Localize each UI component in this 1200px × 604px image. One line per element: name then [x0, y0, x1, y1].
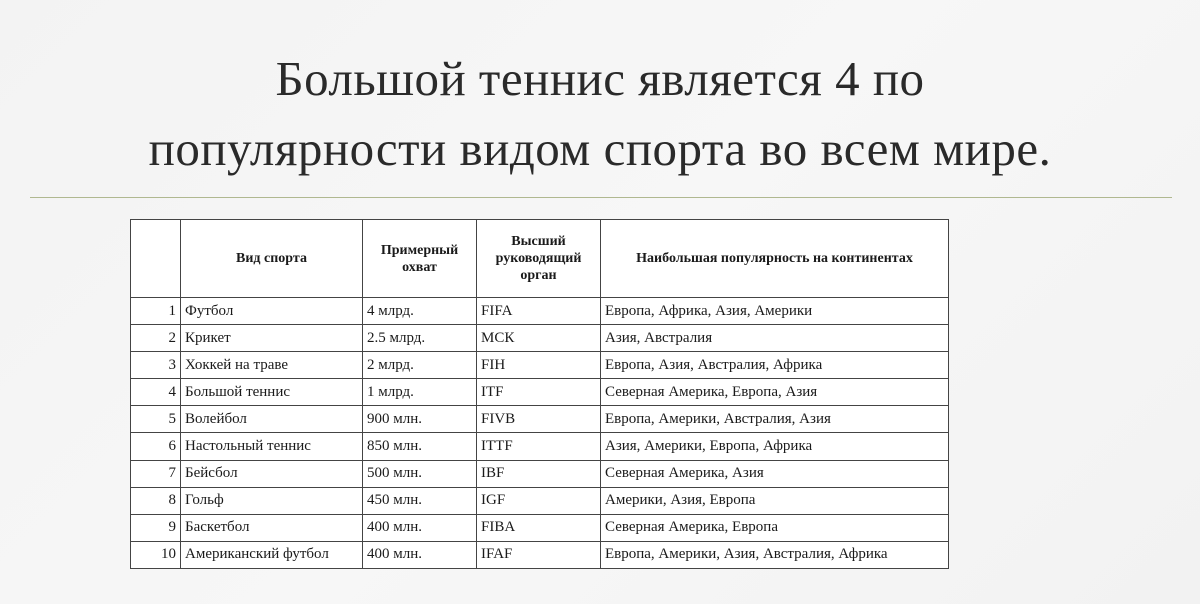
header-number [131, 220, 181, 298]
cell-governing-body: FIFA [477, 298, 601, 325]
cell-reach: 2.5 млрд. [363, 325, 477, 352]
cell-reach: 850 млн. [363, 433, 477, 460]
cell-continents: Европа, Америки, Австралия, Азия [601, 406, 949, 433]
table-row [131, 325, 949, 352]
cell-governing-body: IBF [477, 460, 601, 487]
cell-sport: Гольф [181, 487, 363, 514]
cell-reach: 4 млрд. [363, 298, 477, 325]
cell-continents: Европа, Азия, Австралия, Африка [601, 352, 949, 379]
sports-popularity-table [130, 219, 949, 569]
cell-governing-body: FIH [477, 352, 601, 379]
cell-sport: Большой теннис [181, 379, 363, 406]
header-reach: Примерный охват [363, 220, 477, 298]
cell-reach: 900 млн. [363, 406, 477, 433]
cell-rank: 2 [131, 325, 181, 352]
title-divider [30, 197, 1172, 198]
cell-reach: 1 млрд. [363, 379, 477, 406]
cell-governing-body: IGF [477, 487, 601, 514]
header-sport: Вид спорта [181, 220, 363, 298]
cell-continents: Европа, Америки, Азия, Австралия, Африка [601, 541, 949, 568]
slide-title [20, 44, 1180, 184]
table-row [131, 541, 949, 568]
cell-sport: Баскетбол [181, 514, 363, 541]
header-governing-body: Высший руководящий орган [477, 220, 601, 298]
cell-rank: 10 [131, 541, 181, 568]
sports-table-container [130, 219, 948, 569]
cell-reach: 450 млн. [363, 487, 477, 514]
cell-rank: 9 [131, 514, 181, 541]
table-header-row [131, 220, 949, 298]
slide-title-line-2: популярности видом спорта во всем мире. [148, 121, 1052, 176]
cell-governing-body: ITF [477, 379, 601, 406]
cell-rank: 3 [131, 352, 181, 379]
cell-sport: Настольный теннис [181, 433, 363, 460]
cell-sport: Крикет [181, 325, 363, 352]
table-row [131, 487, 949, 514]
cell-rank: 4 [131, 379, 181, 406]
cell-reach: 2 млрд. [363, 352, 477, 379]
cell-governing-body: МСК [477, 325, 601, 352]
cell-rank: 6 [131, 433, 181, 460]
cell-rank: 5 [131, 406, 181, 433]
cell-rank: 8 [131, 487, 181, 514]
cell-sport: Хоккей на траве [181, 352, 363, 379]
cell-sport: Футбол [181, 298, 363, 325]
cell-sport: Волейбол [181, 406, 363, 433]
cell-governing-body: FIVB [477, 406, 601, 433]
cell-sport: Бейсбол [181, 460, 363, 487]
cell-reach: 400 млн. [363, 541, 477, 568]
cell-reach: 500 млн. [363, 460, 477, 487]
table-row [131, 379, 949, 406]
cell-rank: 7 [131, 460, 181, 487]
table-row [131, 406, 949, 433]
cell-sport: Американский футбол [181, 541, 363, 568]
table-body [131, 298, 949, 569]
cell-continents: Северная Америка, Европа, Азия [601, 379, 949, 406]
slide-title-line-1: Большой теннис является 4 по [275, 51, 925, 106]
cell-continents: Северная Америка, Европа [601, 514, 949, 541]
table-row [131, 460, 949, 487]
table-row [131, 298, 949, 325]
cell-governing-body: FIBA [477, 514, 601, 541]
cell-continents: Северная Америка, Азия [601, 460, 949, 487]
header-continents: Наибольшая популярность на континентах [601, 220, 949, 298]
table-row [131, 514, 949, 541]
cell-governing-body: IFAF [477, 541, 601, 568]
table-row [131, 433, 949, 460]
cell-continents: Америки, Азия, Европа [601, 487, 949, 514]
cell-governing-body: ITTF [477, 433, 601, 460]
cell-continents: Европа, Африка, Азия, Америки [601, 298, 949, 325]
cell-reach: 400 млн. [363, 514, 477, 541]
cell-continents: Азия, Австралия [601, 325, 949, 352]
cell-rank: 1 [131, 298, 181, 325]
cell-continents: Азия, Америки, Европа, Африка [601, 433, 949, 460]
table-row [131, 352, 949, 379]
